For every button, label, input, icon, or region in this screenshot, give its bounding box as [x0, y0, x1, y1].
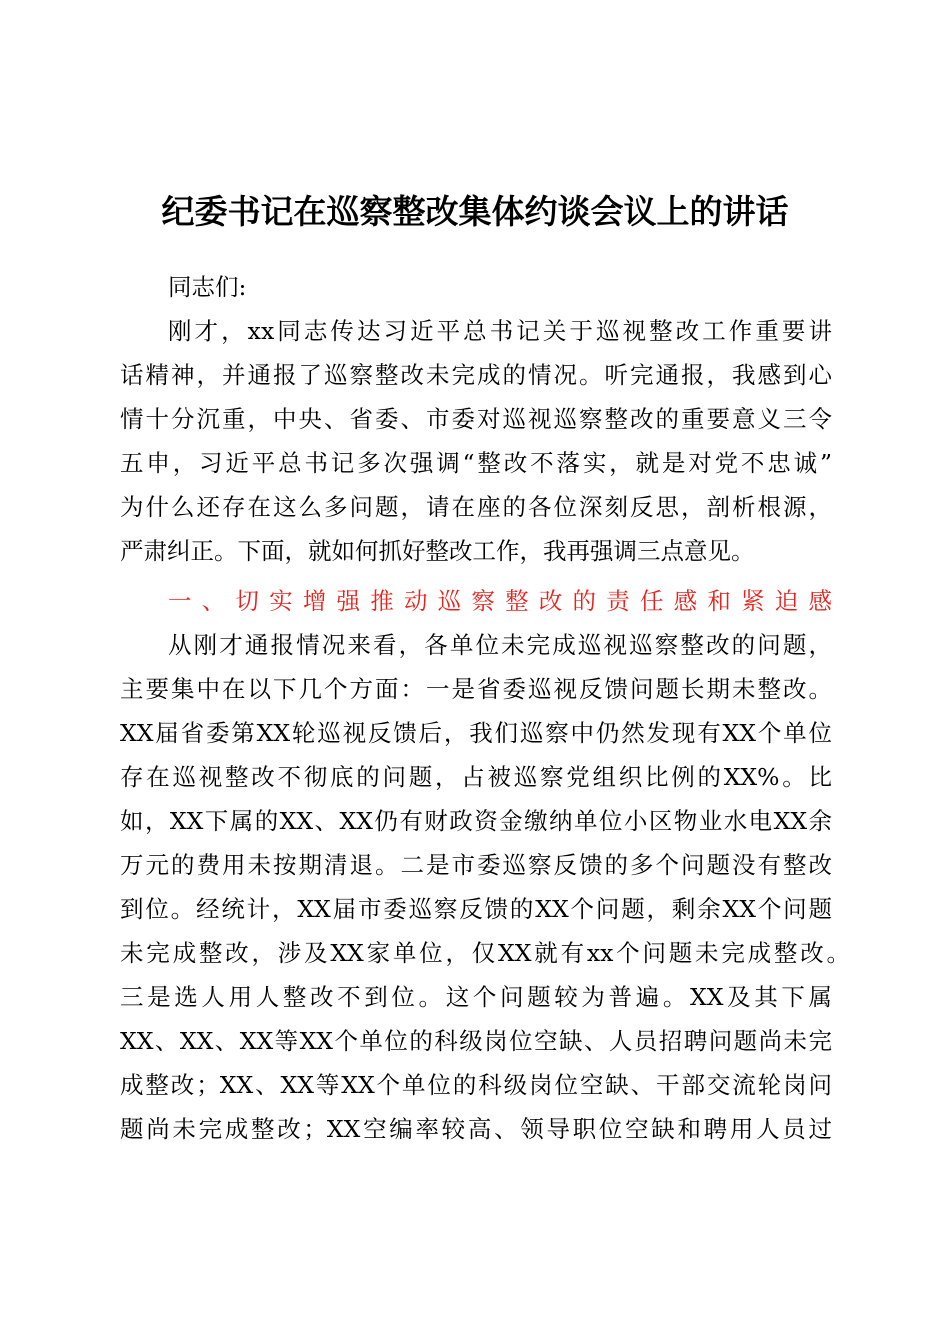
- paragraph-line: 三是选人用人整改不到位。这个问题较为普遍。XX及其下属: [120, 983, 832, 1011]
- paragraph-line: 刚才，xx同志传达习近平总书记关于巡视整改工作重要讲: [168, 317, 832, 345]
- paragraph-line: XX届省委第XX轮巡视反馈后，我们巡察中仍然发现有XX个单位: [120, 719, 832, 747]
- paragraph-line: 未完成整改，涉及XX家单位，仅XX就有xx个问题未完成整改。: [120, 939, 850, 967]
- paragraph-line: 从刚才通报情况来看，各单位未完成巡视巡察整改的问题，: [168, 631, 832, 659]
- paragraph-line: 为什么还存在这么多问题，请在座的各位深刻反思，剖析根源，: [120, 493, 832, 521]
- paragraph-line: 成整改；XX、XX等XX个单位的科级岗位空缺、干部交流轮岗问: [120, 1071, 832, 1099]
- paragraph-line: 话精神，并通报了巡察整改未完成的情况。听完通报，我感到心: [120, 361, 832, 389]
- paragraph-line: 情十分沉重，中央、省委、市委对巡视巡察整改的重要意义三令: [120, 405, 832, 433]
- document-title: 纪委书记在巡察整改集体约谈会议上的讲话: [161, 192, 789, 231]
- paragraph-line: 存在巡视整改不彻底的问题，占被巡察党组织比例的XX%。比: [120, 763, 832, 791]
- paragraph-line: XX、XX、XX等XX个单位的科级岗位空缺、人员招聘问题尚未完: [120, 1027, 832, 1055]
- salutation: 同志们:: [168, 273, 247, 301]
- paragraph-line: 如，XX下属的XX、XX仍有财政资金缴纳单位小区物业水电XX余: [120, 807, 832, 835]
- paragraph-line: 万元的费用未按期清退。二是市委巡察反馈的多个问题没有整改: [120, 851, 832, 879]
- paragraph-line: 五申，习近平总书记多次强调“整改不落实，就是对党不忠诚”: [120, 449, 832, 477]
- paragraph-line: 到位。经统计，XX届市委巡察反馈的XX个问题，剩余XX个问题: [120, 895, 832, 923]
- paragraph-line: 题尚未完成整改；XX空编率较高、领导职位空缺和聘用人员过: [120, 1115, 832, 1143]
- paragraph-line: 严肃纠正。下面，就如何抓好整改工作，我再强调三点意见。: [120, 537, 755, 565]
- section-heading: 一、切实增强推动巡察整改的责任感和紧迫感: [168, 587, 832, 615]
- paragraph-line: 主要集中在以下几个方面：一是省委巡视反馈问题长期未整改。: [120, 675, 832, 703]
